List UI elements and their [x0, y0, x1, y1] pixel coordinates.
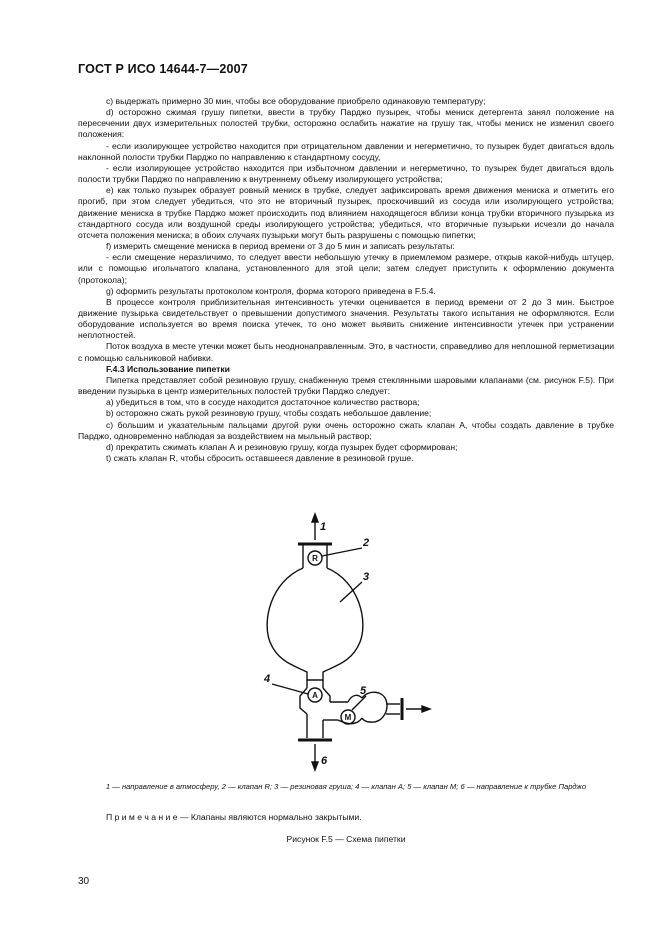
- leader-3: [340, 582, 362, 602]
- paragraph: f) измерить смещение мениска в период времени от 3 до 5 мин и записать результаты:: [106, 241, 455, 252]
- section-heading: F.4.3 Использование пипетки: [106, 363, 230, 374]
- arrow-head-down: [312, 762, 318, 770]
- leader-2: [322, 548, 362, 556]
- page-number: 30: [78, 876, 90, 887]
- paragraph: a) убедиться в том, что в сосуде находится достаточное количество раствора;: [106, 397, 420, 408]
- callout-2: 2: [363, 537, 370, 549]
- arrow-head-up: [312, 514, 318, 522]
- body-text: [78, 96, 614, 464]
- paragraph: c) выдержать примерно 30 мин, чтобы все оборудование приобрело одинаковую температуру;: [106, 96, 486, 106]
- paragraph: d) осторожно сжимая грушу пипетки, ввести в трубку Парджо пузырек, чтобы мениск детергента занял положение на пересечении двух измерительных полостей трубки, осторожно ослабить нажатие на грушу так, чтобы мениск не изменил своего положения:: [78, 107, 614, 140]
- paragraph: g) оформить результаты протоколом контроля, форма которого приведена в F.5.4.: [106, 285, 436, 296]
- valve-m-label: M: [344, 713, 352, 722]
- rubber-bulb: [267, 568, 363, 680]
- callout-1: 1: [320, 521, 327, 533]
- paragraph: В процессе контроля приблизительная интенсивность утечки оценивается в период времени от 2 до 3 мин. Быстрое движение пузырька свидетельствует о превышении допустимого значения. Результаты такого испытания не оформляются. Если оборудование используется во время поиска утечек, то оно может выявить снижение интенсивности утечек при устранении неплотностей.: [78, 296, 614, 341]
- paragraph: - если смещение неразличимо, то следует ввести небольшую утечку в приемлемом размере, открыв какой-нибудь штуцер, или с помощью игольчатого клапана, установленного для этой цели; затем следует приступить к оформлению документа (протокола);: [78, 252, 614, 285]
- page-header-title: ГОСТ Р ИСО 14644-7—2007: [78, 62, 248, 76]
- paragraph: - если изолирующее устройство находится при отрицательном давлении и негерметично, то пузырек будет двигаться вдоль наклонной полости трубки Парджо по направлению к стандартному сосуду,: [78, 140, 614, 162]
- valve-a-housing-right: [323, 688, 330, 702]
- paragraph: t) сжать клапан R, чтобы сбросить оставшееся давление в резиновой груше.: [106, 453, 414, 463]
- callout-5: 5: [360, 685, 367, 697]
- callout-6: 6: [321, 755, 328, 767]
- callout-4: 4: [264, 673, 271, 685]
- pipette-diagram-svg: [240, 512, 440, 774]
- paragraph: - если изолирующее устройство находится при избыточном давлении и негерметично, то пузырек будет двигаться вдоль полости трубки Парджо по направлению к внутреннему объему изолирующего устройства;: [78, 162, 614, 185]
- paragraph: c) большим и указательным пальцами другой руки очень осторожно сжать клапан А, чтобы создать давление в трубке Парджо, одновременно наблюдая за воздействием на мыльный раствор;: [78, 419, 614, 441]
- paragraph: Пипетка представляет собой резиновую грушу, снабженную тремя стеклянными шаровыми клапанами (см. рисунок F.5). При введении пузырька в центр измерительных полостей трубки Парджо следует:: [78, 374, 614, 397]
- valve-a-label: A: [312, 691, 318, 700]
- note-text: Клапаны являются нормально закрытыми.: [190, 812, 362, 822]
- paragraph: e) как только пузырек образует ровный мениск в трубке, следует зафиксировать время движения мениска и отметить его прогиб, при этом следует убедиться, что это не вторичный пузырек, проскочивший из сосуда или изолирующего устройства; движение мениска в трубке Парджо может происходить под влиянием находящегося вблизи конца трубки вторичного пузырька из стандартного сосуда или воздушной среды изолирующего устройства; убедиться, что вторичные пузырьки исчезли до начала отсчета положения мениска; в обоих случаях пузырьки могут быть разрушены с помощью пипетки;: [78, 185, 614, 240]
- leader-5: [352, 696, 366, 710]
- valve-r-label: R: [312, 554, 318, 563]
- leader-4: [272, 684, 308, 694]
- figure-legend: 1 — направление в атмосферу, 2 — клапан R; 3 — резиновая груша; 4 — клапан А; 5 — клапан М; 6 — направление к трубке Парджо: [105, 782, 587, 791]
- figure-caption: Рисунок F.5 — Схема пипетки: [286, 834, 406, 844]
- figure-note: [106, 812, 614, 823]
- note-label: П р и м е ч а н и е —: [106, 812, 189, 822]
- pipette-diagram: [240, 512, 440, 774]
- paragraph: Поток воздуха в месте утечки может быть неоднонаправленным. Это, в частности, справедливо для неплошной герметизации с помощью сальниковой набивки.: [78, 341, 614, 363]
- paragraph: b) осторожно сжать рукой резиновую грушу, чтобы создать небольшое давление;: [106, 408, 432, 419]
- paragraph: d) прекратить сжимать клапан А и резиновую грушу, когда пузырек будет сформирован;: [106, 441, 458, 452]
- arrow-head-right: [422, 706, 430, 712]
- callout-3: 3: [363, 571, 370, 583]
